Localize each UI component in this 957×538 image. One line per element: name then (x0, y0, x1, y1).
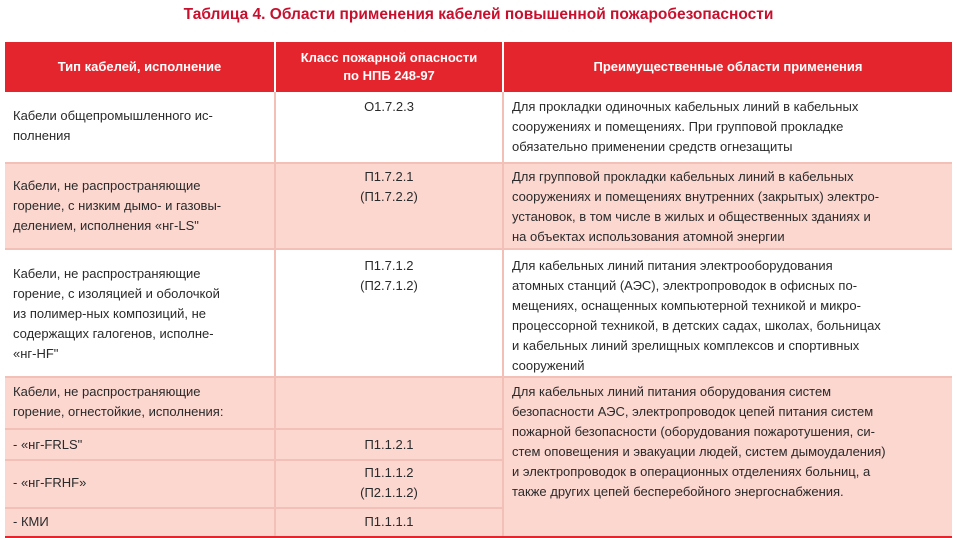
row2-type-line2: горение, с низким дымо- и газовы- (13, 198, 222, 213)
row4-areas-line5: и электропроводок в операционных отделениях больниц, а (512, 464, 871, 479)
row-divider (5, 162, 952, 164)
row1-areas-line3: обязательно применении средств огнезащиты (512, 139, 793, 154)
row4-areas (504, 378, 952, 536)
row3-areas-line3: мещениях, оснащенных компьютерной техникой и микро- (512, 298, 861, 313)
row5-class-line1: П1.1.2.1 (364, 437, 414, 452)
column-divider (502, 92, 504, 536)
header-col-class (276, 42, 502, 92)
row-divider (5, 376, 952, 378)
row-divider (5, 248, 952, 250)
row1-type-line1: Кабели общепромышленного ис- (13, 108, 213, 123)
row4-areas-line2: безопасности АЭС, электропроводок цепей питания систем (512, 404, 874, 419)
row6-type-line1: - «нг-FRHF» (13, 475, 87, 490)
row1-type (5, 94, 274, 162)
row4-type-line1: Кабели, не распространяющие (13, 384, 201, 399)
row2-type-line3: делением, исполнения «нг-LS" (13, 218, 199, 233)
row2-areas-line2: сооружениях и помещениях внутренних (закрытых) электро- (512, 189, 880, 204)
row1-areas-line2: сооружениях и помещениях. При групповой прокладке (512, 119, 844, 134)
row2-class-line1: П1.7.2.1 (364, 169, 414, 184)
row2-class (276, 164, 502, 248)
row3-type-line3: из полимер-ных композиций, не (13, 306, 206, 321)
row2-type-line1: Кабели, не распространяющие (13, 178, 201, 193)
row4-class (276, 378, 502, 428)
row1-areas-line1: Для прокладки одиночных кабельных линий в кабельных (512, 99, 859, 114)
row3-class (276, 250, 502, 376)
row3-type-line2: горение, с изоляцией и оболочкой (13, 286, 220, 301)
row3-areas (504, 250, 952, 376)
row4-type-line2: горение, огнестойкие, исполнения: (13, 404, 224, 419)
row3-areas-line2: атомных станций (АЭС), электропроводок в офисных по- (512, 278, 858, 293)
row4-areas-line1: Для кабельных линий питания оборудования систем (512, 384, 832, 399)
row3-areas-line1: Для кабельных линий питания электрооборудования (512, 258, 833, 273)
row1-class-line1: О1.7.2.3 (364, 99, 414, 114)
row3-areas-line6: сооружений (512, 358, 585, 373)
row3-areas-line5: и кабельных линий зрелищных комплексов и спортивных (512, 338, 860, 353)
row-divider (5, 428, 502, 430)
header-col-class-line1: Класс пожарной опасности (300, 50, 478, 65)
row5-class (276, 430, 502, 459)
row2-areas-line1: Для групповой прокладки кабельных линий в кабельных (512, 169, 854, 184)
row2-areas-line3: установок, в том числе в жилых и общественных зданиях и (512, 209, 871, 224)
header-col-type: Тип кабелей, исполнение (5, 42, 274, 92)
row6-class-line1: П1.1.1.2 (364, 465, 414, 480)
row3-class-line2: (П2.7.1.2) (360, 278, 418, 293)
row7-type (5, 509, 274, 536)
row1-areas (504, 94, 952, 162)
row6-class (276, 461, 502, 507)
column-divider (274, 92, 276, 536)
row7-class-line1: П1.1.1.1 (364, 514, 414, 529)
row2-areas-line4: на объектах использования атомной энергии (512, 229, 785, 244)
row5-type (5, 430, 274, 459)
row6-class-line2: (П2.1.1.2) (360, 485, 418, 500)
row3-type (5, 250, 274, 376)
row4-type (5, 378, 274, 428)
page-title: Таблица 4. Области применения кабелей повышенной пожаробезопасности (183, 6, 774, 23)
row4-areas-line4: стем оповещения и эвакуации людей, систем дымоудаления) (512, 444, 886, 459)
header-col-areas: Преимущественные области применения (504, 42, 952, 92)
row5-type-line1: - «нг-FRLS" (13, 437, 83, 452)
row1-class (276, 94, 502, 162)
row-divider (5, 459, 502, 461)
row7-class (276, 509, 502, 536)
row2-class-line2: (П1.7.2.2) (360, 189, 418, 204)
row1-type-line2: полнения (13, 128, 71, 143)
row2-areas (504, 164, 952, 248)
row3-type-line4: содержащих галогенов, исполне- (13, 326, 214, 341)
row3-type-line5: «нг-HF" (13, 346, 59, 361)
row4-areas-line6: также других цепей бесперебойного энергоснабжения. (512, 484, 844, 499)
row-divider (5, 507, 502, 509)
row2-type (5, 164, 274, 248)
row3-type-line1: Кабели, не распространяющие (13, 266, 201, 281)
row3-areas-line4: процессорной техникой, в детских садах, школах, больницах (512, 318, 881, 333)
row6-type (5, 461, 274, 507)
row3-class-line1: П1.7.1.2 (364, 258, 414, 273)
header-col-class-line2: по НПБ 248-97 (343, 68, 435, 83)
row4-areas-line3: пожарной безопасности (оборудования пожаротушения, си- (512, 424, 875, 439)
row7-type-line1: - КМИ (13, 514, 49, 529)
